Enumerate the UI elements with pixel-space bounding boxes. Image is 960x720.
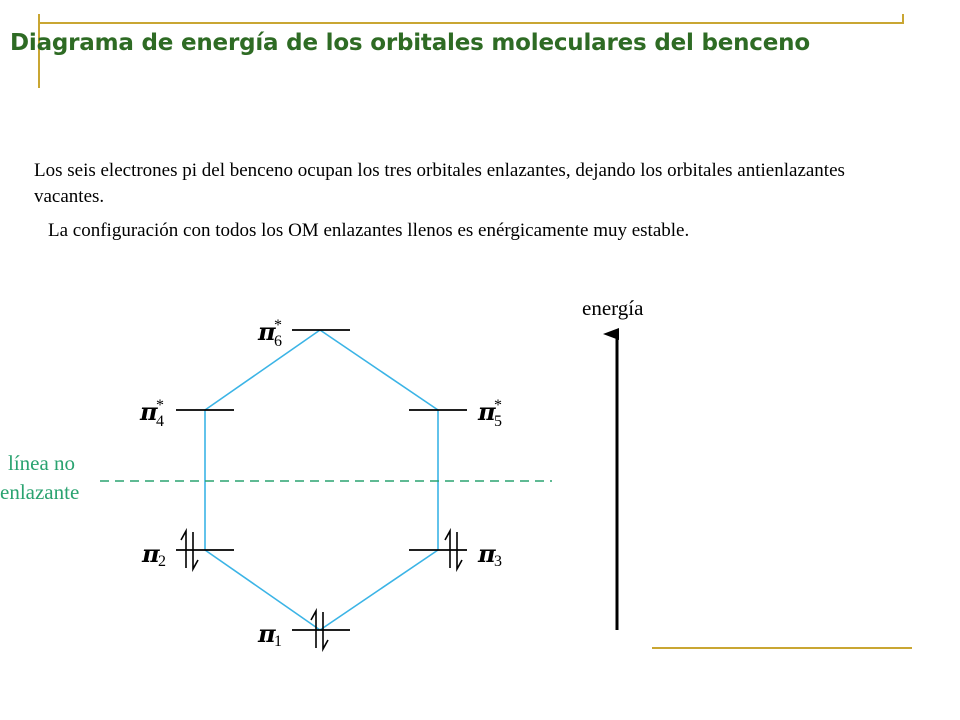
label-pi3-symbol: π bbox=[478, 539, 496, 568]
label-pi6-sup: * bbox=[274, 317, 282, 334]
label-pi5-sup: * bbox=[494, 397, 502, 414]
label-pi5 bbox=[477, 397, 502, 430]
slide-title: Diagrama de energía de los orbitales moleculares del benceno bbox=[10, 30, 810, 56]
electron-pairs bbox=[181, 531, 462, 649]
paragraph-stability: La configuración con todos los OM enlazantes llenos es enérgicamente muy estable. bbox=[48, 220, 690, 241]
label-pi5-sub: 5 bbox=[494, 413, 502, 430]
connector-6-5 bbox=[320, 330, 438, 410]
label-pi3 bbox=[477, 539, 502, 570]
label-pi1-sub: 1 bbox=[274, 633, 282, 650]
label-pi6-symbol: π bbox=[258, 317, 276, 346]
label-pi4-sup: * bbox=[156, 397, 164, 414]
label-pi6-sub: 6 bbox=[274, 333, 282, 350]
label-pi4-sub: 4 bbox=[156, 413, 164, 430]
label-pi5-symbol: π bbox=[478, 397, 496, 426]
label-pi2 bbox=[141, 539, 166, 570]
label-pi6 bbox=[257, 317, 282, 350]
nonbonding-label bbox=[0, 451, 80, 504]
nonbonding-label-line-2: enlazante bbox=[0, 480, 80, 504]
paragraph-electrons: Los seis electrones pi del benceno ocupan los tres orbitales enlazantes, dejando los orbitales antienlazantes vacantes. bbox=[34, 160, 845, 207]
label-pi4-symbol: π bbox=[140, 397, 158, 426]
label-pi3-sub: 3 bbox=[494, 553, 502, 570]
label-pi1 bbox=[257, 619, 282, 650]
connector-2-1 bbox=[205, 550, 320, 630]
label-pi4 bbox=[139, 397, 164, 430]
label-pi1-symbol: π bbox=[258, 619, 276, 648]
connector-3-1 bbox=[320, 550, 438, 630]
label-pi2-sub: 2 bbox=[158, 553, 166, 570]
energy-label: energía bbox=[582, 296, 644, 320]
energy-levels bbox=[176, 330, 467, 630]
nonbonding-label-line-1: línea no bbox=[8, 451, 76, 475]
connector-lines bbox=[205, 330, 438, 630]
label-pi2-symbol: π bbox=[142, 539, 160, 568]
